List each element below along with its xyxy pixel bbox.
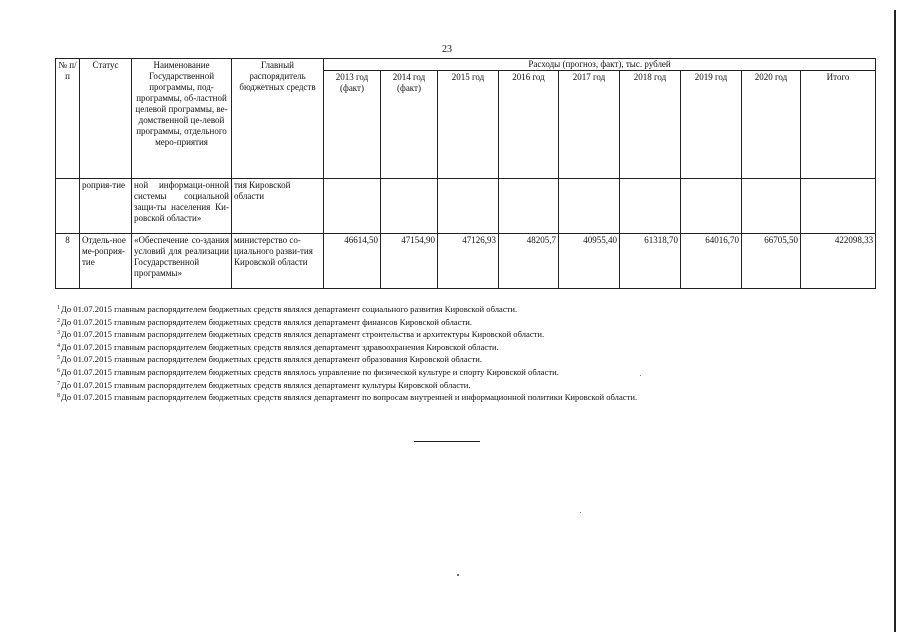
footnote [57, 303, 887, 316]
footnote-mark: 6 [57, 367, 60, 374]
footnote [57, 379, 887, 392]
header-row-1 [56, 59, 876, 71]
row-value: 47126,93 [438, 234, 499, 289]
expenses-header: Расходы (прогноз, факт), тыс. рублей [324, 59, 876, 71]
year-header: 2014 год (факт) [381, 71, 438, 179]
footnote-mark: 5 [57, 355, 60, 362]
row-value: 66705,50 [742, 234, 801, 289]
total-header: Итого [801, 71, 876, 179]
footnote-text: До 01.07.2015 главным распорядителем бюджетных средств являлось управление по физической культуре и спорту Кировской области. [61, 366, 559, 377]
page-edge-line [894, 10, 896, 632]
footnotes [57, 303, 887, 404]
year-header: 2019 год [681, 71, 742, 179]
year-header: 2016 год [499, 71, 559, 179]
footnote-mark: 2 [57, 317, 60, 324]
year-header: 2017 год [559, 71, 620, 179]
row-value: 46614,50 [324, 234, 381, 289]
footnote-mark: 4 [57, 342, 60, 349]
table-row [56, 234, 876, 289]
year-header: 2018 год [620, 71, 681, 179]
row-status: роприя-тие [80, 179, 132, 234]
footnote-text: До 01.07.2015 главным распорядителем бюджетных средств являлся департамент социального развития Кировской области. [61, 304, 518, 314]
row-value [381, 179, 438, 234]
year-header: 2015 год [438, 71, 499, 179]
row-value: 40955,40 [559, 234, 620, 289]
row-value: 64016,70 [681, 234, 742, 289]
footnote-text: До 01.07.2015 главным распорядителем бюджетных средств являлся департамент строительства и архитектуры Кировской области. [61, 329, 545, 340]
page-number: 23 [442, 44, 452, 55]
col-distributor-header: Главный распорядитель бюджетных средств [232, 59, 324, 179]
row-value [681, 179, 742, 234]
row-value [559, 179, 620, 234]
footnote-text: До 01.07.2015 главным распорядителем бюджетных средств являлся департамент финансов Кировской области. [61, 316, 472, 327]
footnote [57, 391, 887, 404]
row-value [742, 179, 801, 234]
end-of-document-line [414, 441, 480, 442]
footnote-text: До 01.07.2015 главным распорядителем бюджетных средств являлся департамент по вопросам внутренней и информационной политики Кировской области. [61, 392, 638, 403]
footnote-text: До 01.07.2015 главным распорядителем бюджетных средств являлся департамент здравоохранения Кировской области. [61, 341, 499, 352]
row-num [56, 179, 80, 234]
row-name: ной информаци-онной системы социальной защи-ты населения Ки-ровской области» [132, 179, 232, 234]
footnote [57, 328, 887, 341]
footnote-mark: 7 [57, 380, 60, 387]
row-value [438, 179, 499, 234]
footnote-text: До 01.07.2015 главным распорядителем бюджетных средств являлся департамент культуры Кировской области. [61, 379, 471, 390]
row-total [801, 179, 876, 234]
row-num: 8 [56, 234, 80, 289]
footnote [57, 316, 887, 329]
footnote [57, 366, 887, 379]
table-row [56, 179, 876, 234]
budget-table [55, 58, 876, 289]
scan-speck [640, 375, 641, 376]
row-value: 47154,90 [381, 234, 438, 289]
row-distributor: тия Кировской области [232, 179, 324, 234]
footnote-text: До 01.07.2015 главным распорядителем бюджетных средств являлся департамент образования Кировской области. [61, 354, 482, 365]
footnote [57, 341, 887, 354]
row-status: Отдель-ное ме-роприя-тие [80, 234, 132, 289]
footnote [57, 353, 887, 366]
row-value [499, 179, 559, 234]
row-value [324, 179, 381, 234]
scan-speck [457, 574, 459, 576]
footnote-mark: 8 [57, 393, 60, 400]
scan-speck [580, 512, 581, 513]
year-header: 2020 год [742, 71, 801, 179]
row-name: «Обеспечение со-здания условий для реализации Государственной программы» [132, 234, 232, 289]
col-name-header: Наименование Государственной программы, под-программы, об-ластной целевой программы, ве-домственной це-левой программы, отдельного меро-приятия [132, 59, 232, 179]
row-total: 422098,33 [801, 234, 876, 289]
footnote-mark: 1 [57, 305, 60, 311]
col-num-header: № п/п [56, 59, 80, 179]
row-value: 61318,70 [620, 234, 681, 289]
footnote-mark: 3 [57, 330, 60, 337]
col-status-header: Статус [80, 59, 132, 179]
year-header: 2013 год (факт) [324, 71, 381, 179]
row-value [620, 179, 681, 234]
row-value: 48205,7 [499, 234, 559, 289]
row-distributor: министерство со-циального разви-тия Кировской области [232, 234, 324, 289]
